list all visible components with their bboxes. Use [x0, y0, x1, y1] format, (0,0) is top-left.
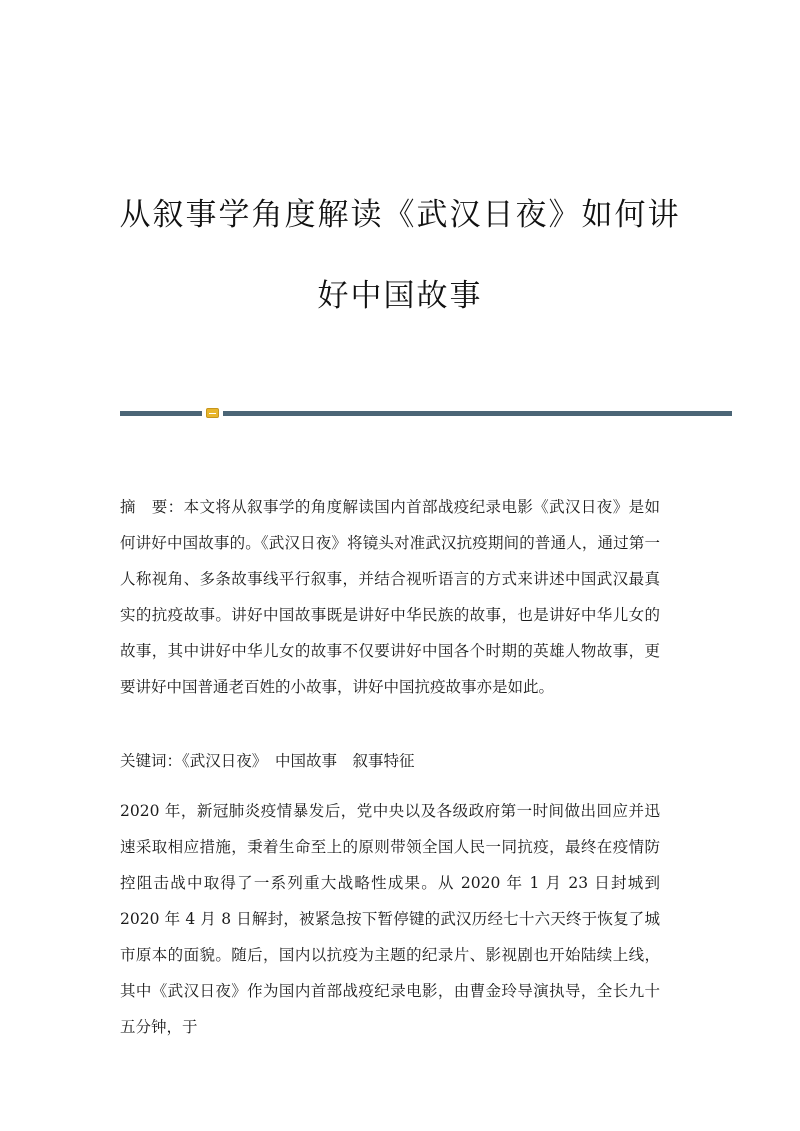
keywords-section [120, 743, 660, 779]
body-paragraph: 2020 年，新冠肺炎疫情暴发后，党中央以及各级政府第一时间做出回应并迅速采取相应措施，秉着生命至上的原则带领全国人民一同抗疫，最终在疫情防控阻击战中取得了一系列重大战略性成果。从 2020 年 1 月 23 日封城到 2020 年 4 月 8 日解封，被紧急按下暂停键的武汉历经七十六天终于恢复了城市原本的面貌。随后，国内以抗疫为主题的纪录片、影视剧也开始陆续上线，其中《武汉日夜》作为国内首部战疫纪录电影，由曹金玲导演执导，全长九十五分钟，于 [120, 802, 660, 1036]
main-body-section [120, 793, 660, 1045]
abstract-section [120, 489, 660, 705]
document-title-line-1: 从叙事学角度解读《武汉日夜》如何讲 [119, 197, 681, 233]
book-icon [206, 408, 219, 418]
keywords-paragraph: 关键词：《武汉日夜》 中国故事 叙事特征 [120, 752, 415, 770]
divider-bar-right [223, 411, 732, 416]
abstract-paragraph: 摘 要：本文将从叙事学的角度解读国内首部战疫纪录电影《武汉日夜》是如何讲好中国故事的。《武汉日夜》将镜头对准武汉抗疫期间的普通人，通过第一人称视角、多条故事线平行叙事，并结合视听语言的方式来讲述中国武汉最真实的抗疫故事。讲好中国故事既是讲好中华民族的故事，也是讲好中华儿女的故事，其中讲好中华儿女的故事不仅要讲好中国各个时期的英雄人物故事，更要讲好中国普通老百姓的小故事，讲好中国抗疫故事亦是如此。 [120, 498, 660, 696]
document-title-line-2: 好中国故事 [317, 278, 483, 314]
divider-bar-left [120, 411, 202, 416]
title-divider [120, 408, 732, 418]
